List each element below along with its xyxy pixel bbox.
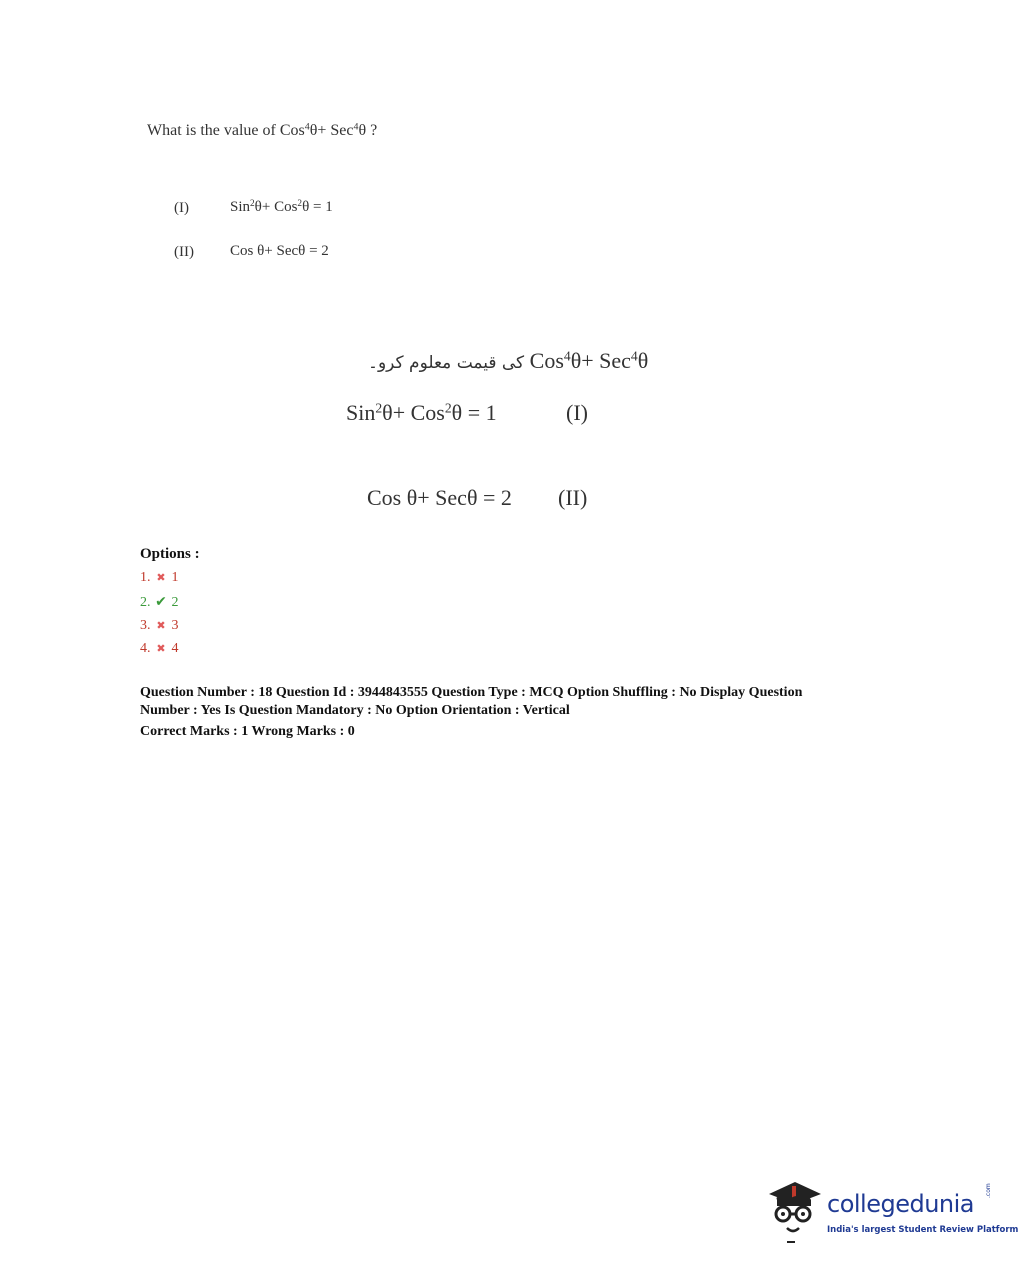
collegedunia-logo[interactable] <box>765 1176 1019 1256</box>
statement-1-number: (I) <box>174 200 189 216</box>
question-text-english: What is the value of Cos$^4$θ+ Sec$^4$θ ? <box>147 121 378 139</box>
logo-wordmark: collegedunia <box>827 1190 975 1218</box>
option-3[interactable]: 3. ✖ 3 <box>140 618 179 633</box>
options-heading: Options : <box>140 546 200 562</box>
urdu-statement-1-number: (I) <box>566 400 588 425</box>
urdu-statement-1-equation: Sin$^2$θ+ Cos$^2$θ = 1 <box>346 400 497 425</box>
statement-1-equation: Sin$^2$θ+ Cos$^2$θ = 1 <box>230 198 333 215</box>
question-meta-line-1: Question Number : 18 Question Id : 3944843555 Question Type : MCQ Option Shuffling : No Display Question <box>140 685 803 700</box>
wrong-cross-icon: ✖ <box>156 619 166 632</box>
option-4[interactable]: 4. ✖ 4 <box>140 641 179 656</box>
urdu-statement-2-equation: Cos θ+ Secθ = 2 <box>367 485 512 510</box>
question-meta-line-2: Number : Yes Is Question Mandatory : No Option Orientation : Vertical <box>140 703 570 718</box>
logo-domain-suffix: .com <box>985 1183 992 1198</box>
option-1[interactable]: 1. ✖ 1 <box>140 570 179 585</box>
wrong-cross-icon: ✖ <box>156 571 166 584</box>
question-text-urdu: کی قیمت معلوم کرو۔ Cos$^4$θ+ Sec$^4$θ <box>368 348 649 373</box>
option-2[interactable]: 2. ✔ 2 <box>140 594 179 610</box>
question-marks-line: Correct Marks : 1 Wrong Marks : 0 <box>140 724 355 739</box>
mascot-icon <box>765 1176 825 1248</box>
logo-tagline: India's largest Student Review Platform <box>827 1225 1019 1235</box>
correct-check-icon: ✔ <box>155 594 167 610</box>
statement-2-number: (II) <box>174 244 194 260</box>
urdu-statement-2-number: (II) <box>558 485 588 510</box>
wrong-cross-icon: ✖ <box>156 642 166 655</box>
statement-2-equation: Cos θ+ Secθ = 2 <box>230 243 329 259</box>
